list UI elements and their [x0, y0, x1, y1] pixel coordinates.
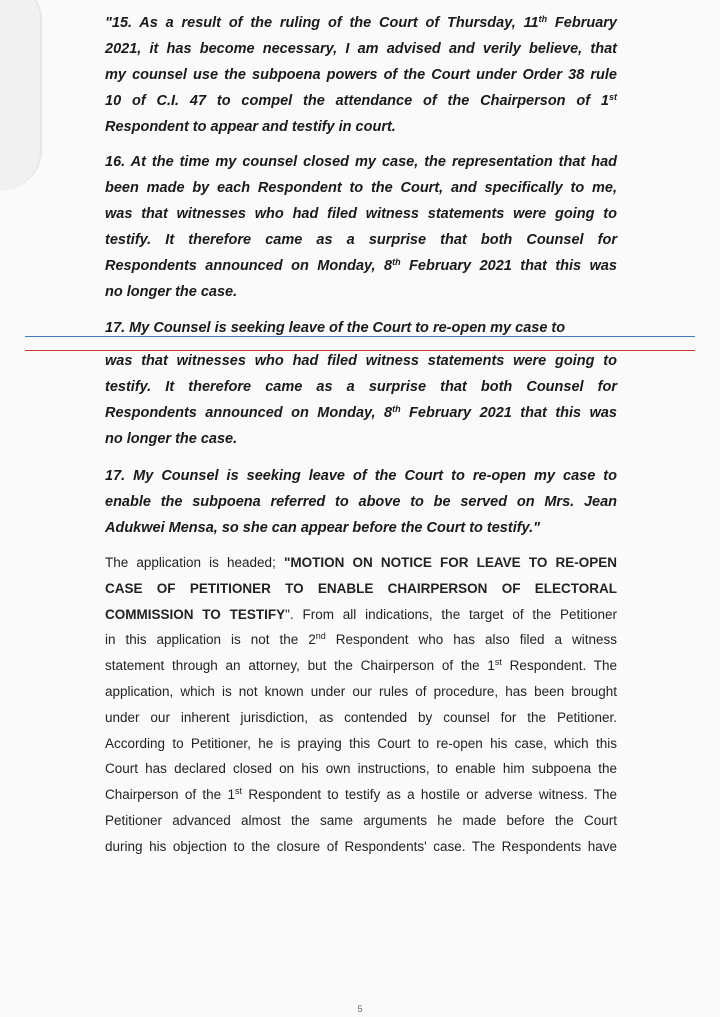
- text-line: in this application is not the 2: [105, 632, 316, 648]
- text-line: under our inherent jurisdiction, as contended by counsel for the Petitioner.: [105, 709, 617, 725]
- text-line: was that witnesses who had filed witness statements were going to: [105, 206, 617, 222]
- text-line: application, which is not known under our rules of procedure, has been brought: [105, 683, 617, 699]
- motion-title: COMMISSION TO TESTIFY: [105, 606, 286, 622]
- quote-paragraph-16: [105, 149, 617, 305]
- text-line: The application is headed;: [105, 555, 284, 570]
- superscript: th: [392, 257, 401, 267]
- text-line: testify. It therefore came as a surprise that both Counsel for: [105, 379, 617, 395]
- superscript: st: [235, 786, 243, 797]
- truncated-line: 17. My Counsel is seeking leave of the Court to re-open my case to: [105, 320, 566, 336]
- quote-paragraph-17: [105, 463, 617, 541]
- motion-title: CASE OF PETITIONER TO ENABLE CHAIRPERSON OF ELECTORAL: [105, 580, 617, 596]
- superscript: st: [608, 92, 617, 102]
- text-line: 16. At the time my counsel closed my case, the representation that had: [105, 154, 617, 170]
- text-line: 17. My Counsel is seeking leave of the Court to re-open my case to: [105, 468, 617, 484]
- text-line: no longer the case.: [105, 284, 238, 300]
- text-line: statement through an attorney, but the Chairperson of the 1: [105, 658, 495, 674]
- text-line: Court has declared closed on his own instructions, to enable him subpoena the: [105, 761, 617, 777]
- superscript: th: [538, 14, 548, 24]
- page-curl-shadow: [0, 0, 42, 190]
- text-line: 10 of C.I. 47 to compel the attendance of the Chairperson of 1: [105, 93, 609, 109]
- body-paragraph: [105, 550, 617, 860]
- motion-title: "MOTION ON NOTICE FOR LEAVE TO RE-OPEN: [283, 555, 617, 570]
- text-line: Respondents announced on Monday, 8: [105, 258, 393, 274]
- text-line: no longer the case.: [105, 431, 238, 447]
- text-line: Respondent who has also filed a witness: [325, 632, 617, 648]
- text-line: ". From all indications, the target of the Petitioner: [285, 606, 617, 622]
- text-line: my counsel use the subpoena powers of the Court under Order 38 rule: [105, 67, 617, 83]
- text-line: Chairperson of the 1: [105, 787, 235, 803]
- page-number: 5: [357, 1004, 363, 1014]
- text-line: enable the subpoena referred to above to be served on Mrs. Jean: [105, 494, 617, 510]
- seam-divider-blue: [25, 336, 695, 337]
- text-line: "15. As a result of the ruling of the Court of Thursday, 11: [105, 15, 539, 31]
- text-line: February 2021 that this was: [400, 258, 617, 274]
- text-line: during his objection to the closure of Respondents' case. The Respondents have: [105, 838, 617, 854]
- text-line: testify. It therefore came as a surprise that both Counsel for: [105, 232, 617, 248]
- superscript: nd: [315, 631, 326, 642]
- text-line: Respondents announced on Monday, 8: [105, 405, 393, 421]
- text-line: was that witnesses who had filed witness statements were going to: [105, 353, 617, 369]
- text-line: Adukwei Mensa, so she can appear before the Court to testify.": [105, 520, 540, 536]
- text-line: Respondent to testify as a hostile or adverse witness. The: [242, 787, 617, 803]
- text-line: Respondent. The: [501, 658, 618, 674]
- quote-paragraph-16-repeat: [105, 348, 617, 452]
- text-line: February: [547, 15, 617, 31]
- quote-paragraph-15: [105, 10, 617, 140]
- text-line: 2021, it has become necessary, I am advised and verily believe, that: [105, 41, 617, 57]
- superscript: st: [494, 657, 502, 668]
- superscript: th: [392, 404, 401, 414]
- text-line: Petitioner advanced almost the same arguments he made before the Court: [105, 812, 617, 828]
- text-line: February 2021 that this was: [400, 405, 617, 421]
- text-line: According to Petitioner, he is praying this Court to re-open his case, which this: [105, 735, 617, 751]
- text-line: Respondent to appear and testify in court.: [105, 119, 396, 135]
- text-line: been made by each Respondent to the Court, and specifically to me,: [105, 180, 617, 196]
